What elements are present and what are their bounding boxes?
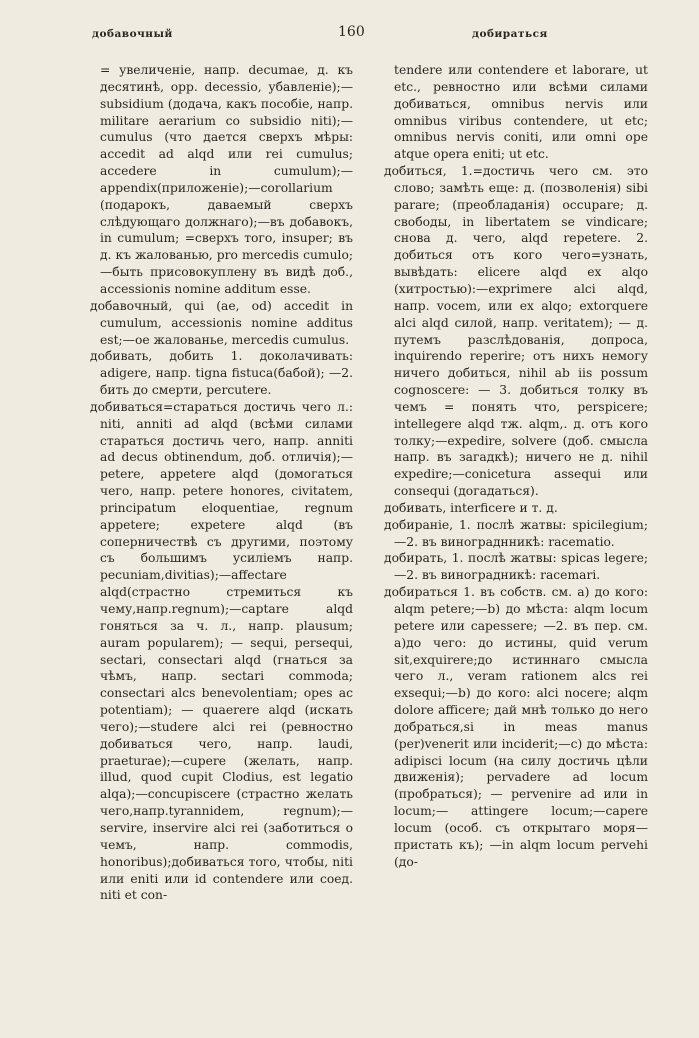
dictionary-entry: добивать, добить 1. доколачивать: adigere, напр. tigna fistuca(бабой); —2. бить до смерти, percutere. xyxy=(90,349,353,398)
dictionary-entry: tendere или contendere et laborare, ut etc., ревностно или всѣми силами добиваться, omnibus nervis или omnibus viribus contendere, ut etc; omnibus nervis coniti, или omni ope atque opera eniti; ut etc. xyxy=(394,63,648,162)
dictionary-entry: добирать, 1. послѣ жатвы: spicas legere;—2. въ виноградникѣ: racemari. xyxy=(384,551,648,583)
dictionary-entry: добираніе, 1. послѣ жатвы: spicilegium;—2. въ винограднникѣ: racematio. xyxy=(384,517,648,549)
dictionary-entry: = увеличеніе, напр. decumae, д. къ десятинѣ, opp. decessio, убавленіе);—subsidium (додача, какъ пособіе, напр. militare aerarium со subsidio niti);—cumulus (что дается сверхъ мѣры: accedit ad alqd или rei cumulus; accedere in cumulum);—appendix(приложеніе);—corollarium (подарокъ, даваемый сверхъ слѣдующаго должнаго);—въ добавокъ, in cumulum; =сверхъ того, insuper; въ д. къ жалованью, pro mercedis cumulo; —быть присовокуплену въ видѣ доб., accessionis nomine additum esse. xyxy=(100,63,353,296)
left-column xyxy=(90,62,353,904)
page-header xyxy=(0,22,699,46)
dictionary-entry: добавочный, qui (ae, od) accedit in cumulum, accessionis nomine additus est;—ое жалованье, mercedis cumulus. xyxy=(90,298,353,347)
running-head-left: добавочный xyxy=(92,28,173,40)
right-column xyxy=(384,62,648,871)
running-head-right: добираться xyxy=(472,28,548,40)
dictionary-entry: добираться 1. въ собств. см. а) до кого: alqm petere;—b) до мѣста: alqm locum petere или capessere; —2. въ пер. см. а)до чего: до истины, quid verum sit,exquirere;до истиннаго смысла чего л., veram rationem alcs rei exsequi;—b) до кого: alci nocere; alqm dolore afficere; дай мнѣ только до него добраться,si in meas manus (per)venerit или inciderit;—c) до мѣста: adipisci locum (на силу достичь цѣли движенія); pervadere ad locum (пробраться); — pervenire ad или in locum;— attingere locum;—capere locum (особ. съ открытаго моря—пристать къ); —in alqm locum pervehi (до- xyxy=(384,585,648,869)
page-number: 160 xyxy=(338,24,365,40)
dictionary-entry: добиться, 1.=достичь чего см. это слово; замѣть еще: д. (позволенія) sibi parare; (преобладанія) occupare; д. свободы, in libertatem se vindicare; снова д. чего, alqd repetere. 2. добиться отъ кого чего=узнать, вывѣдать: elicere alqd ex alqo (хитростью):—exprimere alci alqd, напр. vocem, или ex alqo; extorquere alci alqd силой, напр. veritatem); — д. путемъ разслѣдованія, допроса, inquirendo reperire; отъ нихъ немогу ничего добиться, nihil ab iis possum cognoscere: — 3. добиться толку въ чемъ = понять что, perspicere; intellegere alqd тж. alqm,. д. отъ кого толку;—expedire, solvere (доб. смысла напр. въ загадкѣ); ничего не д. nihil expedire;—conicetura assequi или consequi (догадаться). xyxy=(384,164,648,499)
dictionary-entry: добивать, interficere и т. д. xyxy=(384,500,558,515)
dictionary-entry: добиваться=стараться достичь чего л.: niti, anniti ad alqd (всѣми силами стараться достичь чего, напр. anniti ad decus obtinendum, доб. отличія);—petere, appetere alqd (домогаться чего, напр. petere honores, civitatem, principatum eloquentiae, regnum appetere; expetere alqd (въ соперничествѣ съ другими, поэтому съ большимъ усиліемъ напр. pecuniam,divitias);—affectare alqd(стрaстно стремиться къ чему,напр.regnum);—captare alqd гоняться за ч. л., напр. plausum; auram popularem); — sequi, persequi, sectari, consectari alqd (гнаться за чѣмъ, напр. sectari commoda; consectari alcs benevolentiam; opes ac potentiam); — quaerere alqd (искать чего);—studere alci rei (ревностно добиваться чего, напр. laudi, praeturae);—cupere (желать, напр. illud, quod cupit Clodius, est legatio alqa);—concupiscere (страстно желать чего,напр.tyrannidem, regnum);—servire, inservire alci rei (заботиться о чемъ, напр. commodis, honoribus);добиваться того, чтобы, niti или eniti или id contendere или соед. niti et con- xyxy=(90,399,353,903)
